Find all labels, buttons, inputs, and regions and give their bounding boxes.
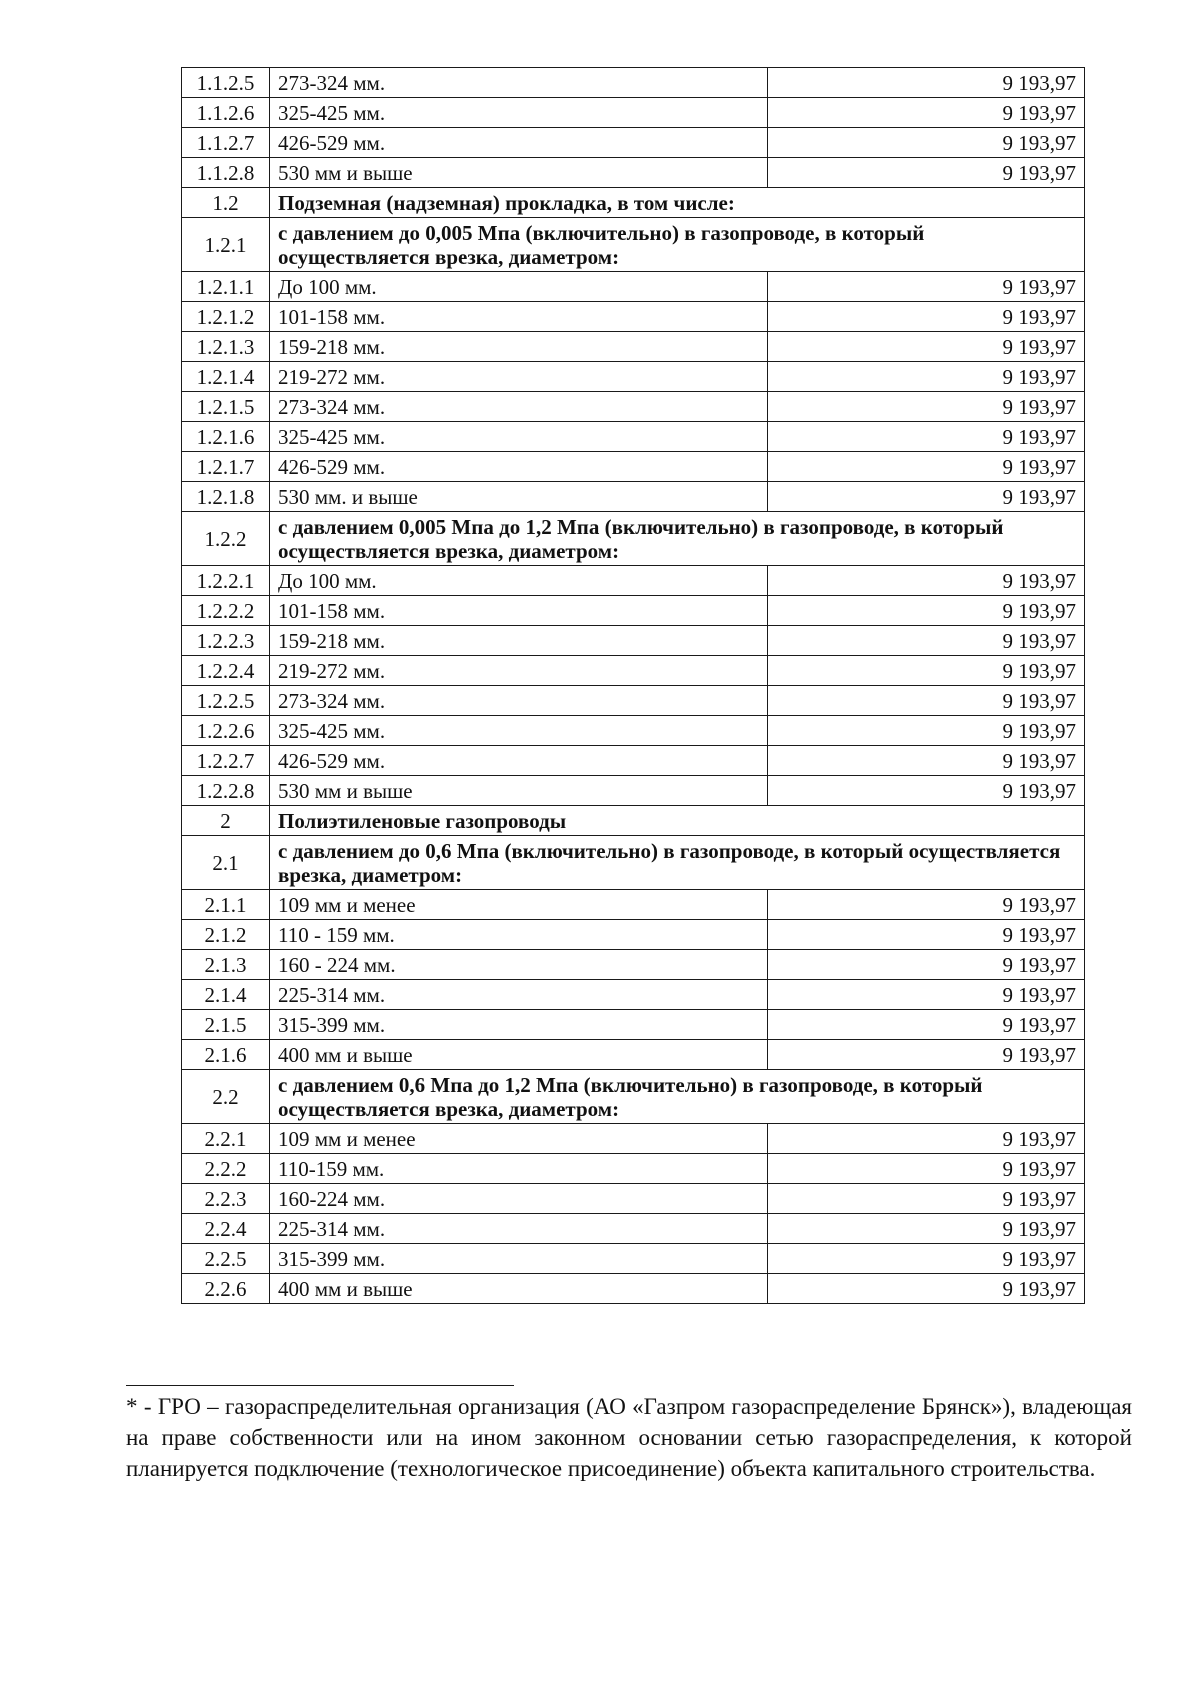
diameter-range: До 100 мм. — [270, 272, 768, 302]
table-row — [182, 1154, 1085, 1184]
diameter-range: 110-159 мм. — [270, 1154, 768, 1184]
row-number: 1.2.1.8 — [182, 482, 270, 512]
price-value: 9 193,97 — [768, 686, 1085, 716]
diameter-range: 101-158 мм. — [270, 302, 768, 332]
row-number: 1.2.2 — [182, 512, 270, 566]
price-value: 9 193,97 — [768, 392, 1085, 422]
row-number: 2 — [182, 806, 270, 836]
section-header-row — [182, 1070, 1085, 1124]
price-value: 9 193,97 — [768, 566, 1085, 596]
price-value: 9 193,97 — [768, 272, 1085, 302]
row-number: 1.2.1.2 — [182, 302, 270, 332]
price-value: 9 193,97 — [768, 332, 1085, 362]
section-title: с давлением 0,6 Мпа до 1,2 Мпа (включительно) в газопроводе, в который осуществляется врезка, диаметром: — [270, 1070, 1085, 1124]
table-row — [182, 890, 1085, 920]
section-header-row — [182, 836, 1085, 890]
row-number: 2.1.2 — [182, 920, 270, 950]
row-number: 2.1.1 — [182, 890, 270, 920]
table-row — [182, 626, 1085, 656]
table-row — [182, 362, 1085, 392]
diameter-range: 530 мм и выше — [270, 158, 768, 188]
price-value: 9 193,97 — [768, 422, 1085, 452]
section-title: Подземная (надземная) прокладка, в том числе: — [270, 188, 1085, 218]
footnote-divider — [126, 1385, 514, 1386]
table-row — [182, 776, 1085, 806]
price-value: 9 193,97 — [768, 1274, 1085, 1304]
row-number: 1.2.2.3 — [182, 626, 270, 656]
row-number: 2.2.6 — [182, 1274, 270, 1304]
diameter-range: 273-324 мм. — [270, 68, 768, 98]
diameter-range: 273-324 мм. — [270, 686, 768, 716]
row-number: 1.1.2.5 — [182, 68, 270, 98]
table-row — [182, 332, 1085, 362]
row-number: 2.2.2 — [182, 1154, 270, 1184]
section-header-row — [182, 188, 1085, 218]
diameter-range: 225-314 мм. — [270, 1214, 768, 1244]
table-row — [182, 1040, 1085, 1070]
row-number: 2.2 — [182, 1070, 270, 1124]
table-row — [182, 392, 1085, 422]
diameter-range: До 100 мм. — [270, 566, 768, 596]
price-value: 9 193,97 — [768, 1040, 1085, 1070]
table-row — [182, 422, 1085, 452]
diameter-range: 315-399 мм. — [270, 1010, 768, 1040]
row-number: 2.1.6 — [182, 1040, 270, 1070]
table-row — [182, 746, 1085, 776]
price-value: 9 193,97 — [768, 68, 1085, 98]
price-value: 9 193,97 — [768, 362, 1085, 392]
price-value: 9 193,97 — [768, 950, 1085, 980]
price-value: 9 193,97 — [768, 1010, 1085, 1040]
price-value: 9 193,97 — [768, 1244, 1085, 1274]
diameter-range: 426-529 мм. — [270, 452, 768, 482]
price-value: 9 193,97 — [768, 128, 1085, 158]
diameter-range: 530 мм и выше — [270, 776, 768, 806]
price-value: 9 193,97 — [768, 980, 1085, 1010]
row-number: 1.1.2.7 — [182, 128, 270, 158]
price-value: 9 193,97 — [768, 890, 1085, 920]
diameter-range: 325-425 мм. — [270, 716, 768, 746]
diameter-range: 400 мм и выше — [270, 1274, 768, 1304]
diameter-range: 325-425 мм. — [270, 98, 768, 128]
diameter-range: 160-224 мм. — [270, 1184, 768, 1214]
diameter-range: 315-399 мм. — [270, 1244, 768, 1274]
diameter-range: 159-218 мм. — [270, 332, 768, 362]
table-row — [182, 1214, 1085, 1244]
table-row — [182, 566, 1085, 596]
row-number: 2.2.5 — [182, 1244, 270, 1274]
row-number: 2.2.1 — [182, 1124, 270, 1154]
row-number: 1.2.1.5 — [182, 392, 270, 422]
diameter-range: 530 мм. и выше — [270, 482, 768, 512]
price-value: 9 193,97 — [768, 1154, 1085, 1184]
section-header-row — [182, 512, 1085, 566]
table-row — [182, 1124, 1085, 1154]
row-number: 1.2.2.4 — [182, 656, 270, 686]
table-row — [182, 1274, 1085, 1304]
price-value: 9 193,97 — [768, 98, 1085, 128]
price-value: 9 193,97 — [768, 626, 1085, 656]
row-number: 1.1.2.8 — [182, 158, 270, 188]
price-value: 9 193,97 — [768, 776, 1085, 806]
price-value: 9 193,97 — [768, 596, 1085, 626]
table-row — [182, 980, 1085, 1010]
table-row — [182, 1184, 1085, 1214]
row-number: 2.2.3 — [182, 1184, 270, 1214]
table-row — [182, 482, 1085, 512]
section-header-row — [182, 218, 1085, 272]
price-value: 9 193,97 — [768, 452, 1085, 482]
diameter-range: 160 - 224 мм. — [270, 950, 768, 980]
row-number: 1.2.1.1 — [182, 272, 270, 302]
row-number: 1.2.1.4 — [182, 362, 270, 392]
table-row — [182, 68, 1085, 98]
price-value: 9 193,97 — [768, 656, 1085, 686]
price-value: 9 193,97 — [768, 1124, 1085, 1154]
diameter-range: 109 мм и менее — [270, 890, 768, 920]
row-number: 2.1.3 — [182, 950, 270, 980]
table-row — [182, 686, 1085, 716]
diameter-range: 426-529 мм. — [270, 128, 768, 158]
row-number: 1.2.2.8 — [182, 776, 270, 806]
row-number: 1.2.1.7 — [182, 452, 270, 482]
table-row — [182, 1010, 1085, 1040]
footnote-text: * - ГРО – газораспределительная организация (АО «Газпром газораспределение Брянск»), владеющая на праве собственности или на ином законном основании сетью газораспределения, к которой планируется подключение (технологическое присоединение) объекта капитального строительства. — [126, 1394, 1132, 1481]
diameter-range: 101-158 мм. — [270, 596, 768, 626]
price-value: 9 193,97 — [768, 482, 1085, 512]
section-title: Полиэтиленовые газопроводы — [270, 806, 1085, 836]
table-row — [182, 1244, 1085, 1274]
row-number: 2.1.4 — [182, 980, 270, 1010]
row-number: 1.2.2.7 — [182, 746, 270, 776]
section-title: с давлением 0,005 Мпа до 1,2 Мпа (включительно) в газопроводе, в который осуществляется врезка, диаметром: — [270, 512, 1085, 566]
row-number: 1.2.1.3 — [182, 332, 270, 362]
table-row — [182, 920, 1085, 950]
table-row — [182, 98, 1085, 128]
diameter-range: 110 - 159 мм. — [270, 920, 768, 950]
section-title: с давлением до 0,005 Мпа (включительно) в газопроводе, в который осуществляется врезка, диаметром: — [270, 218, 1085, 272]
section-header-row — [182, 806, 1085, 836]
table-row — [182, 302, 1085, 332]
row-number: 1.2.2.2 — [182, 596, 270, 626]
section-title: с давлением до 0,6 Мпа (включительно) в газопроводе, в который осуществляется врезка, диаметром: — [270, 836, 1085, 890]
row-number: 1.2.2.1 — [182, 566, 270, 596]
price-value: 9 193,97 — [768, 920, 1085, 950]
row-number: 1.2.2.5 — [182, 686, 270, 716]
row-number: 1.2.1.6 — [182, 422, 270, 452]
tariff-table-body — [182, 68, 1085, 1304]
price-value: 9 193,97 — [768, 302, 1085, 332]
table-row — [182, 950, 1085, 980]
diameter-range: 273-324 мм. — [270, 392, 768, 422]
price-value: 9 193,97 — [768, 158, 1085, 188]
diameter-range: 325-425 мм. — [270, 422, 768, 452]
row-number: 2.2.4 — [182, 1214, 270, 1244]
table-row — [182, 596, 1085, 626]
row-number: 2.1 — [182, 836, 270, 890]
row-number: 1.2.2.6 — [182, 716, 270, 746]
diameter-range: 426-529 мм. — [270, 746, 768, 776]
price-value: 9 193,97 — [768, 746, 1085, 776]
row-number: 2.1.5 — [182, 1010, 270, 1040]
diameter-range: 219-272 мм. — [270, 656, 768, 686]
tariff-table — [181, 67, 1085, 1304]
price-value: 9 193,97 — [768, 716, 1085, 746]
diameter-range: 219-272 мм. — [270, 362, 768, 392]
diameter-range: 400 мм и выше — [270, 1040, 768, 1070]
table-row — [182, 656, 1085, 686]
row-number: 1.2 — [182, 188, 270, 218]
diameter-range: 225-314 мм. — [270, 980, 768, 1010]
table-row — [182, 158, 1085, 188]
table-row — [182, 452, 1085, 482]
price-value: 9 193,97 — [768, 1214, 1085, 1244]
price-value: 9 193,97 — [768, 1184, 1085, 1214]
row-number: 1.2.1 — [182, 218, 270, 272]
table-row — [182, 716, 1085, 746]
table-row — [182, 272, 1085, 302]
row-number: 1.1.2.6 — [182, 98, 270, 128]
diameter-range: 109 мм и менее — [270, 1124, 768, 1154]
table-row — [182, 128, 1085, 158]
diameter-range: 159-218 мм. — [270, 626, 768, 656]
